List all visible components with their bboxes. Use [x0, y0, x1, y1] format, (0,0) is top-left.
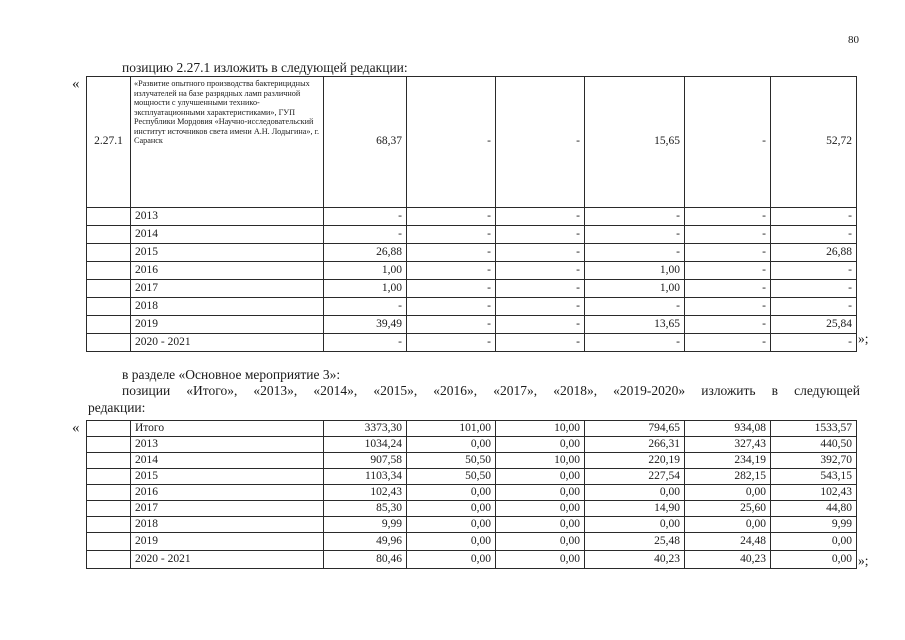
row-label: 2014: [131, 453, 324, 469]
value-cell: 0,00: [407, 485, 496, 501]
value-cell: 282,15: [685, 469, 771, 485]
year-label: 2018: [131, 298, 324, 316]
value-cell: 392,70: [771, 453, 857, 469]
value-cell: -: [585, 334, 685, 352]
value-cell: -: [324, 208, 407, 226]
value-cell: -: [407, 77, 496, 208]
value-cell: -: [771, 262, 857, 280]
position-description: «Развитие опытного производства бактерицидных излучателей на базе разрядных ламп различной мощности с улучшенными технико-эксплуатационными характеристиками», ГУП Республики Мордовия «Научно-исследовательский институт источников света имени А.Н. Лодыгина», г. Саранск: [131, 77, 324, 208]
value-cell: -: [685, 77, 771, 208]
value-cell: 3373,30: [324, 421, 407, 437]
value-cell: 907,58: [324, 453, 407, 469]
value-cell: -: [496, 262, 585, 280]
row-label: 2019: [131, 533, 324, 551]
positions-paragraph-end: редакции:: [88, 400, 146, 415]
row-label: 2013: [131, 437, 324, 453]
value-cell: -: [771, 226, 857, 244]
value-cell: -: [496, 334, 585, 352]
value-cell: -: [496, 280, 585, 298]
table-row-main: [87, 77, 857, 208]
value-cell: -: [685, 244, 771, 262]
table-row: [87, 517, 857, 533]
value-cell: -: [496, 226, 585, 244]
row-label: Итого: [131, 421, 324, 437]
value-cell: 9,99: [771, 517, 857, 533]
empty-code-cell: [87, 437, 131, 453]
table-row: [87, 280, 857, 298]
value-cell: 9,99: [324, 517, 407, 533]
value-cell: -: [771, 280, 857, 298]
value-cell: -: [685, 262, 771, 280]
value-cell: 0,00: [771, 551, 857, 569]
empty-code-cell: [87, 262, 131, 280]
empty-code-cell: [87, 421, 131, 437]
table-row: [87, 453, 857, 469]
year-label: 2014: [131, 226, 324, 244]
value-cell: 0,00: [685, 485, 771, 501]
value-cell: -: [324, 298, 407, 316]
value-cell: 0,00: [496, 517, 585, 533]
value-cell: 0,00: [407, 501, 496, 517]
value-cell: 50,50: [407, 469, 496, 485]
value-cell: -: [496, 244, 585, 262]
table-row: [87, 485, 857, 501]
value-cell: -: [585, 298, 685, 316]
close-quote-table1: »;: [858, 331, 869, 346]
value-cell: 0,00: [407, 533, 496, 551]
value-cell: -: [496, 316, 585, 334]
value-cell: -: [496, 208, 585, 226]
empty-code-cell: [87, 280, 131, 298]
value-cell: 44,80: [771, 501, 857, 517]
value-cell: 327,43: [685, 437, 771, 453]
empty-code-cell: [87, 226, 131, 244]
table-row: [87, 501, 857, 517]
empty-code-cell: [87, 485, 131, 501]
value-cell: -: [771, 208, 857, 226]
value-cell: 227,54: [585, 469, 685, 485]
value-cell: 85,30: [324, 501, 407, 517]
value-cell: 0,00: [407, 437, 496, 453]
value-cell: 10,00: [496, 421, 585, 437]
table-row: [87, 421, 857, 437]
value-cell: 26,88: [324, 244, 407, 262]
value-cell: 26,88: [771, 244, 857, 262]
value-cell: 0,00: [685, 517, 771, 533]
table-row: [87, 316, 857, 334]
table-row: [87, 533, 857, 551]
row-label: 2017: [131, 501, 324, 517]
value-cell: 543,15: [771, 469, 857, 485]
row-label: 2018: [131, 517, 324, 533]
value-cell: 0,00: [771, 533, 857, 551]
value-cell: -: [407, 244, 496, 262]
position-code: 2.27.1: [87, 77, 131, 208]
table-row: [87, 551, 857, 569]
year-label: 2015: [131, 244, 324, 262]
value-cell: -: [407, 298, 496, 316]
value-cell: -: [585, 208, 685, 226]
empty-code-cell: [87, 469, 131, 485]
value-cell: -: [771, 298, 857, 316]
value-cell: 440,50: [771, 437, 857, 453]
value-cell: -: [585, 226, 685, 244]
value-cell: 0,00: [585, 517, 685, 533]
empty-code-cell: [87, 316, 131, 334]
main-event-3-table: [86, 420, 857, 569]
empty-code-cell: [87, 533, 131, 551]
value-cell: 0,00: [496, 485, 585, 501]
value-cell: 0,00: [585, 485, 685, 501]
row-label: 2020 - 2021: [131, 551, 324, 569]
value-cell: -: [324, 334, 407, 352]
value-cell: 0,00: [496, 551, 585, 569]
empty-code-cell: [87, 244, 131, 262]
open-quote-table2: «: [72, 420, 80, 436]
year-label: 2019: [131, 316, 324, 334]
value-cell: -: [407, 280, 496, 298]
value-cell: 0,00: [496, 437, 585, 453]
value-cell: 101,00: [407, 421, 496, 437]
value-cell: 49,96: [324, 533, 407, 551]
value-cell: -: [407, 316, 496, 334]
value-cell: 39,49: [324, 316, 407, 334]
page-number: 80: [848, 34, 859, 46]
value-cell: -: [771, 334, 857, 352]
value-cell: 1103,34: [324, 469, 407, 485]
row-label: 2016: [131, 485, 324, 501]
value-cell: 14,90: [585, 501, 685, 517]
value-cell: 25,84: [771, 316, 857, 334]
value-cell: 1,00: [585, 280, 685, 298]
empty-code-cell: [87, 501, 131, 517]
year-label: 2016: [131, 262, 324, 280]
value-cell: 1,00: [585, 262, 685, 280]
value-cell: 10,00: [496, 453, 585, 469]
value-cell: -: [685, 280, 771, 298]
value-cell: 102,43: [771, 485, 857, 501]
position-2-27-1-table: [86, 76, 857, 352]
empty-code-cell: [87, 208, 131, 226]
value-cell: -: [685, 298, 771, 316]
value-cell: -: [324, 226, 407, 244]
section-paragraph: в разделе «Основное мероприятие 3»:: [122, 367, 341, 382]
value-cell: 50,50: [407, 453, 496, 469]
close-quote-table2: »;: [858, 553, 869, 568]
value-cell: 266,31: [585, 437, 685, 453]
value-cell: 934,08: [685, 421, 771, 437]
row-label: 2015: [131, 469, 324, 485]
value-cell: -: [496, 77, 585, 208]
empty-code-cell: [87, 517, 131, 533]
value-cell: -: [685, 208, 771, 226]
value-cell: 794,65: [585, 421, 685, 437]
value-cell: -: [407, 334, 496, 352]
open-quote-table1: «: [72, 76, 80, 92]
value-cell: 40,23: [685, 551, 771, 569]
value-cell: 25,48: [585, 533, 685, 551]
empty-code-cell: [87, 298, 131, 316]
value-cell: 234,19: [685, 453, 771, 469]
table-row: [87, 298, 857, 316]
year-label: 2013: [131, 208, 324, 226]
table-row: [87, 437, 857, 453]
value-cell: 0,00: [496, 501, 585, 517]
table-row: [87, 262, 857, 280]
value-cell: 1,00: [324, 262, 407, 280]
table-row: [87, 334, 857, 352]
value-cell: -: [407, 262, 496, 280]
value-cell: -: [685, 226, 771, 244]
value-cell: 0,00: [496, 469, 585, 485]
value-cell: 13,65: [585, 316, 685, 334]
value-cell: -: [496, 298, 585, 316]
value-cell: 40,23: [585, 551, 685, 569]
table-row: [87, 469, 857, 485]
value-cell: 68,37: [324, 77, 407, 208]
value-cell: 25,60: [685, 501, 771, 517]
year-label: 2020 - 2021: [131, 334, 324, 352]
table1-heading: позицию 2.27.1 изложить в следующей редакции:: [122, 60, 408, 75]
value-cell: -: [407, 226, 496, 244]
value-cell: 0,00: [407, 551, 496, 569]
value-cell: 1533,57: [771, 421, 857, 437]
empty-code-cell: [87, 453, 131, 469]
value-cell: 1034,24: [324, 437, 407, 453]
value-cell: -: [685, 316, 771, 334]
value-cell: 24,48: [685, 533, 771, 551]
value-cell: 15,65: [585, 77, 685, 208]
value-cell: 0,00: [496, 533, 585, 551]
empty-code-cell: [87, 334, 131, 352]
positions-paragraph: позиции «Итого», «2013», «2014», «2015», «2016», «2017», «2018», «2019-2020» изложить в следующей: [122, 383, 860, 398]
value-cell: 1,00: [324, 280, 407, 298]
value-cell: -: [585, 244, 685, 262]
value-cell: -: [685, 334, 771, 352]
empty-code-cell: [87, 551, 131, 569]
value-cell: 52,72: [771, 77, 857, 208]
value-cell: 0,00: [407, 517, 496, 533]
year-label: 2017: [131, 280, 324, 298]
table-row: [87, 208, 857, 226]
value-cell: 80,46: [324, 551, 407, 569]
value-cell: 102,43: [324, 485, 407, 501]
value-cell: -: [407, 208, 496, 226]
value-cell: 220,19: [585, 453, 685, 469]
table-row: [87, 226, 857, 244]
table-row: [87, 244, 857, 262]
